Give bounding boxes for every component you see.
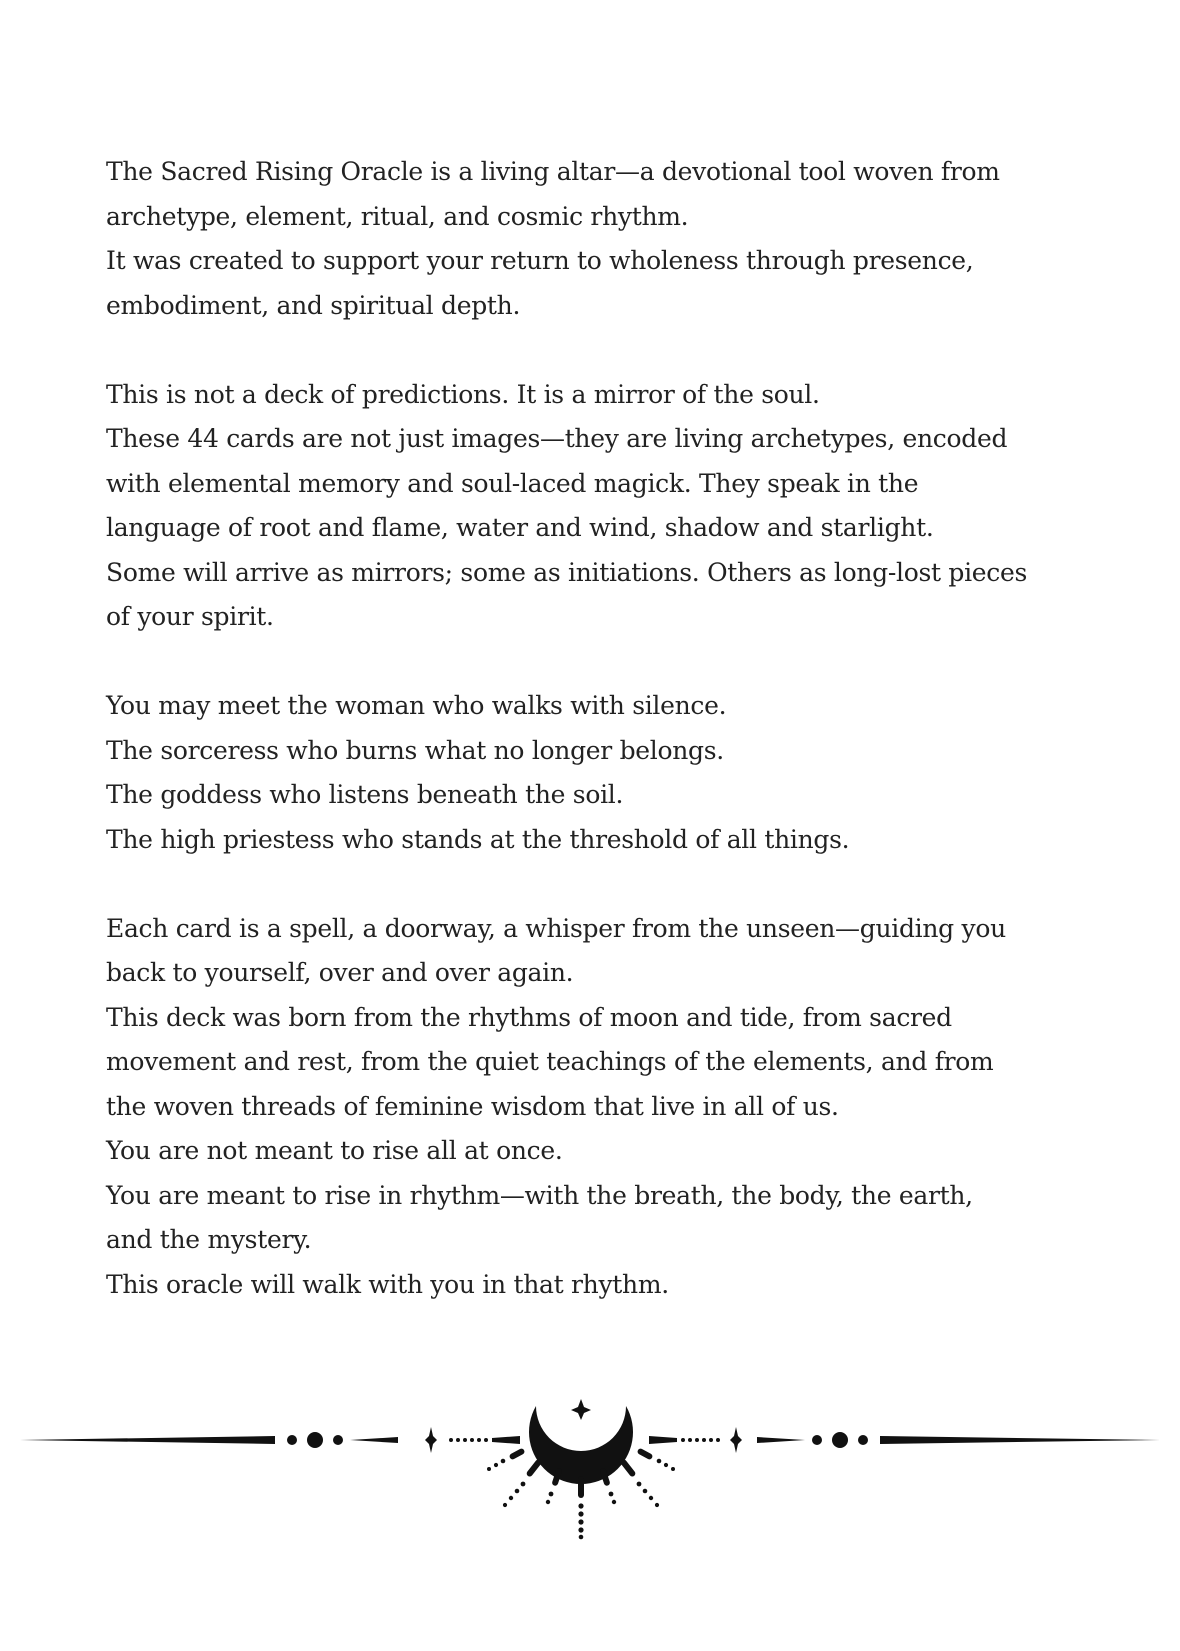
text-line: The high priestess who stands at the threshold of all things.	[106, 824, 850, 854]
paragraph-intro	[106, 150, 1086, 328]
text-line: and the mystery.	[106, 1225, 312, 1254]
text-line: language of root and flame, water and wind, shadow and starlight.	[106, 513, 934, 542]
text-line: This is not a deck of predictions. It is a mirror of the soul.	[106, 379, 820, 409]
crescent-moon-sun-divider-icon	[0, 1340, 1180, 1540]
text-line: You are meant to rise in rhythm—with the breath, the body, the earth,	[106, 1180, 973, 1210]
text-line: the woven threads of feminine wisdom that live in all of us.	[106, 1091, 839, 1121]
paragraph-mirror	[106, 373, 1086, 640]
text-line: The Sacred Rising Oracle is a living altar—a devotional tool woven from	[106, 157, 1000, 186]
text-line: with elemental memory and soul-laced magick. They speak in the	[106, 468, 919, 498]
text-line: The sorceress who burns what no longer belongs.	[106, 735, 724, 765]
text-line: These 44 cards are not just images—they are living archetypes, encoded	[106, 424, 1008, 453]
text-line: You are not meant to rise all at once.	[106, 1136, 563, 1165]
text-line: embodiment, and spiritual depth.	[106, 290, 521, 320]
text-line: This deck was born from the rhythms of moon and tide, from sacred	[106, 1002, 952, 1032]
paragraph-spell	[106, 907, 1086, 1308]
text-line: back to yourself, over and over again.	[106, 958, 574, 987]
text-line: The goddess who listens beneath the soil.	[106, 780, 624, 809]
text-line: of your spirit.	[106, 602, 274, 631]
text-line: Each card is a spell, a doorway, a whisper from the unseen—guiding you	[106, 913, 1006, 943]
text-line: Some will arrive as mirrors; some as initiations. Others as long-lost pieces	[106, 557, 1028, 587]
text-line: archetype, element, ritual, and cosmic rhythm.	[106, 201, 689, 231]
text-line: This oracle will walk with you in that rhythm.	[106, 1269, 669, 1299]
text-line: movement and rest, from the quiet teachings of the elements, and from	[106, 1047, 994, 1076]
text-line: It was created to support your return to wholeness through presence,	[106, 246, 974, 275]
text-line: You may meet the woman who walks with silence.	[106, 691, 727, 720]
body-text	[106, 150, 1086, 1352]
paragraph-archetypes	[106, 684, 1086, 862]
